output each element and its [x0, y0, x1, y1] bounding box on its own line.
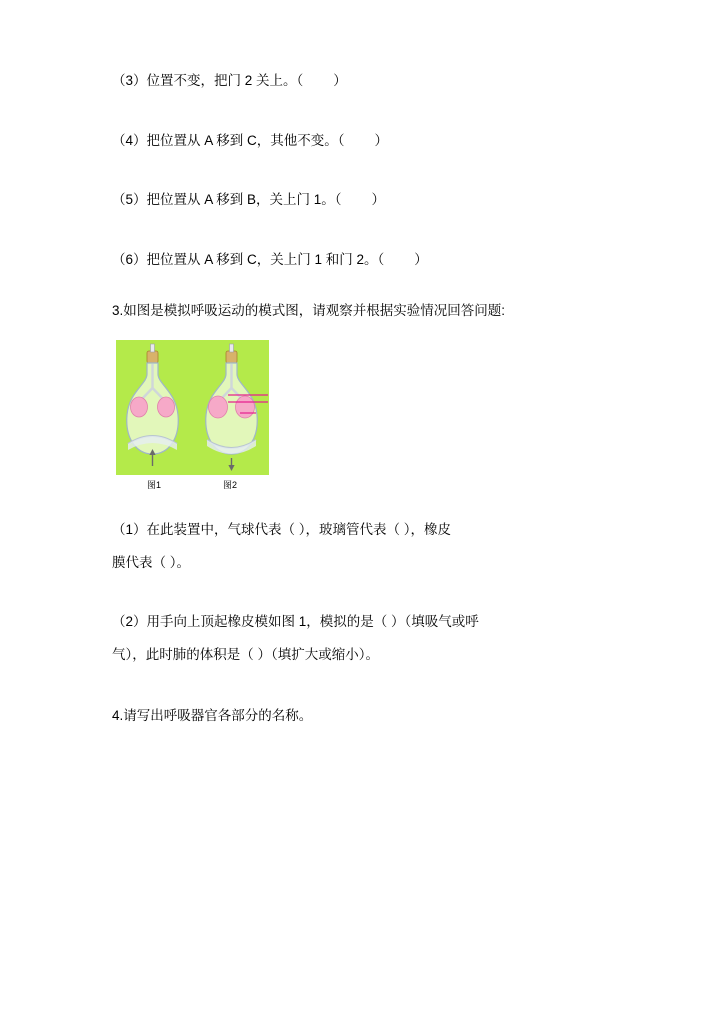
- question-item: （4）把位置从 A 移到 C，其他不变。（ ）: [112, 132, 389, 148]
- figure-caption-1: 图1: [146, 479, 161, 490]
- page-content: [112, 70, 632, 727]
- question-item: （5）把位置从 A 移到 B，关上门 1。（ ）: [112, 192, 386, 208]
- figure-captions: [116, 475, 276, 491]
- question-item: （6）把位置从 A 移到 C，关上门 1 和门 2。（ ）: [112, 251, 428, 267]
- question-3-stem: 3.如图是模拟呼吸运动的模式图，请观察并根据实验情况回答问题:: [112, 303, 506, 319]
- q3-sub1-line2: 膜代表（ ）。: [112, 555, 191, 571]
- question-3-sub-1: [112, 513, 632, 579]
- respiration-figure-block: [112, 340, 632, 491]
- figure-caption-2: 图2: [222, 479, 237, 490]
- q3-sub2-line1: （2）用手向上顶起橡皮模如图 1，模拟的是（ ）（填吸气或呼: [112, 614, 479, 630]
- question-3-sub-2: [112, 605, 632, 671]
- q3-sub2-line2: 气），此时肺的体积是（ ）（填扩大或缩小）。: [112, 647, 380, 663]
- question-item: （3）位置不变，把门 2 关上。（ ）: [112, 73, 347, 88]
- q3-sub1-line1: （1）在此装置中，气球代表（ ），玻璃管代表（ ），橡皮: [112, 521, 452, 537]
- respiration-diagram-svg: [116, 340, 269, 475]
- question-4-stem: 4.请写出呼吸器官各部分的名称。: [112, 708, 313, 724]
- respiration-model-figure: [116, 340, 269, 475]
